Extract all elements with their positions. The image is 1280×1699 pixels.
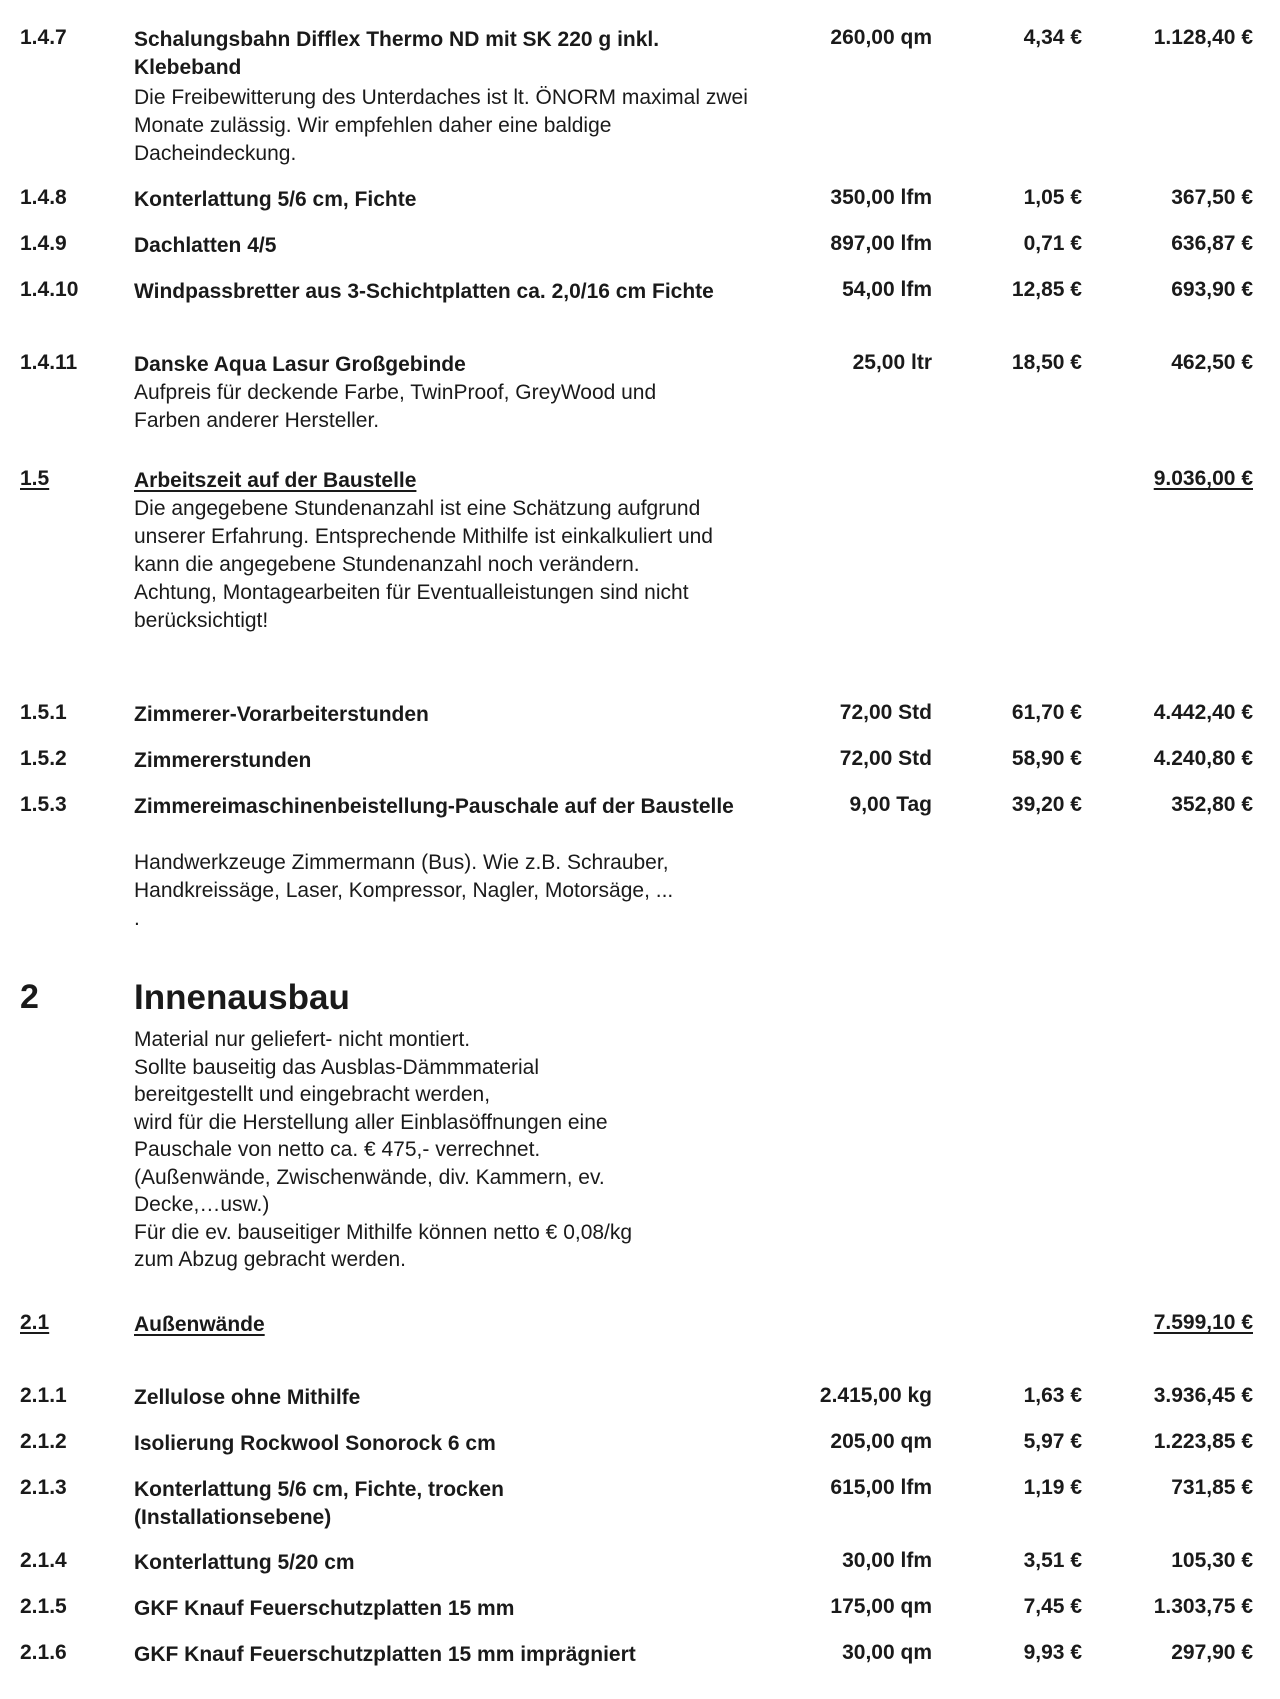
section-description: Die angegebene Stundenanzahl ist eine Schätzung aufgrund unserer Erfahrung. Entsprechende Mithilfe ist einkalkuliert und kann die angegebene Stundenanzahl noch verändern. Achtung, Montagearbeiten für Eventualleistungen sind nicht berücksichtigt! <box>134 497 713 632</box>
item-title: Danske Aqua Lasur Großgebinde <box>134 353 466 376</box>
item-unit-price: 5,97 € <box>1023 1430 1082 1453</box>
chapter-number: 2 <box>20 978 39 1016</box>
item-description: Aufpreis für deckende Farbe, TwinProof, GreyWood und Farben anderer Hersteller. <box>134 381 657 432</box>
item-total: 1.223,85 € <box>1153 1430 1253 1453</box>
item-total: 3.936,45 € <box>1153 1384 1253 1407</box>
item-unit-price: 0,71 € <box>1023 232 1082 255</box>
item-total: 4.442,40 € <box>1153 701 1253 724</box>
item-title: Konterlattung 5/6 cm, Fichte, trocken (Installationsebene) <box>134 1478 504 1529</box>
item-quantity: 350,00 lfm <box>830 186 932 209</box>
item-number: 1.5.3 <box>20 793 67 816</box>
item-quantity: 30,00 lfm <box>842 1549 932 1572</box>
item-unit-price: 12,85 € <box>1011 278 1082 301</box>
item-title: Konterlattung 5/20 cm <box>134 1551 355 1574</box>
item-total: 367,50 € <box>1171 186 1253 209</box>
item-quantity: 30,00 qm <box>842 1641 932 1664</box>
item-number: 2.1.3 <box>20 1476 67 1499</box>
item-unit-price: 61,70 € <box>1011 701 1082 724</box>
item-unit-price: 7,45 € <box>1023 1595 1082 1618</box>
item-number: 1.5.1 <box>20 701 67 724</box>
item-unit-price: 1,05 € <box>1023 186 1082 209</box>
item-unit-price: 9,93 € <box>1023 1641 1082 1664</box>
section-number: 2.1 <box>20 1311 50 1334</box>
item-quantity: 897,00 lfm <box>830 232 932 255</box>
item-unit-price: 4,34 € <box>1023 26 1082 49</box>
item-quantity: 615,00 lfm <box>830 1476 932 1499</box>
item-number: 2.1.5 <box>20 1595 67 1618</box>
item-number: 2.1.6 <box>20 1641 67 1664</box>
item-title: Zimmererstunden <box>134 749 312 772</box>
item-title: Zimmereimaschinenbeistellung-Pauschale auf der Baustelle <box>134 795 734 818</box>
item-quantity: 72,00 Std <box>839 701 932 724</box>
section-number: 1.5 <box>20 467 50 490</box>
item-number: 1.4.11 <box>20 351 78 374</box>
item-number: 1.4.8 <box>20 186 67 209</box>
item-unit-price: 3,51 € <box>1023 1549 1082 1572</box>
section-total: 7.599,10 € <box>1153 1311 1253 1334</box>
item-description: Handwerkzeuge Zimmermann (Bus). Wie z.B. Schrauber, Handkreissäge, Laser, Kompressor, Nagler, Motorsäge, ... . <box>134 851 674 930</box>
item-quantity: 25,00 ltr <box>852 351 932 374</box>
item-quantity: 260,00 qm <box>830 26 932 49</box>
item-title: Dachlatten 4/5 <box>134 234 277 257</box>
item-total: 352,80 € <box>1171 793 1253 816</box>
item-unit-price: 1,19 € <box>1023 1476 1082 1499</box>
item-total: 693,90 € <box>1171 278 1253 301</box>
item-unit-price: 39,20 € <box>1011 793 1082 816</box>
item-unit-price: 58,90 € <box>1011 747 1082 770</box>
item-total: 462,50 € <box>1171 351 1253 374</box>
item-title: Schalungsbahn Difflex Thermo ND mit SK 220 g inkl. Klebeband <box>134 28 660 79</box>
item-quantity: 205,00 qm <box>830 1430 932 1453</box>
section-title: Arbeitszeit auf der Baustelle <box>134 469 417 492</box>
item-number: 1.5.2 <box>20 747 67 770</box>
item-title: Zimmerer-Vorarbeiterstunden <box>134 703 429 726</box>
item-unit-price: 18,50 € <box>1011 351 1082 374</box>
item-quantity: 9,00 Tag <box>849 793 932 816</box>
item-quantity: 175,00 qm <box>830 1595 932 1618</box>
section-total: 9.036,00 € <box>1153 467 1253 490</box>
item-number: 1.4.9 <box>20 232 67 255</box>
item-total: 105,30 € <box>1171 1549 1253 1572</box>
item-quantity: 72,00 Std <box>839 747 932 770</box>
item-total: 4.240,80 € <box>1153 747 1253 770</box>
item-number: 1.4.7 <box>20 26 67 49</box>
item-title: Windpassbretter aus 3-Schichtplatten ca. 2,0/16 cm Fichte <box>134 280 714 303</box>
item-number: 2.1.2 <box>20 1430 67 1453</box>
item-number: 2.1.1 <box>20 1384 67 1407</box>
item-title: GKF Knauf Feuerschutzplatten 15 mm <box>134 1597 515 1620</box>
item-description: Die Freibewitterung des Unterdaches ist lt. ÖNORM maximal zwei Monate zulässig. Wir empfehlen daher eine baldige Dacheindeckung. <box>134 86 748 165</box>
item-title: Konterlattung 5/6 cm, Fichte <box>134 188 417 211</box>
item-title: Isolierung Rockwool Sonorock 6 cm <box>134 1432 496 1455</box>
section-title: Außenwände <box>134 1313 265 1336</box>
item-total: 636,87 € <box>1171 232 1253 255</box>
item-unit-price: 1,63 € <box>1023 1384 1082 1407</box>
item-total: 1.128,40 € <box>1153 26 1253 49</box>
item-total: 731,85 € <box>1171 1476 1253 1499</box>
item-title: Zellulose ohne Mithilfe <box>134 1386 361 1409</box>
item-number: 2.1.4 <box>20 1549 67 1572</box>
item-total: 1.303,75 € <box>1153 1595 1253 1618</box>
item-quantity: 2.415,00 kg <box>819 1384 932 1407</box>
chapter-title: Innenausbau <box>134 978 350 1017</box>
item-number: 1.4.10 <box>20 278 79 301</box>
item-total: 297,90 € <box>1171 1641 1253 1664</box>
item-quantity: 54,00 lfm <box>842 278 932 301</box>
chapter-description: Material nur geliefert- nicht montiert. Sollte bauseitig das Ausblas-Dämmmaterial bereitgestellt und eingebracht werden, wird für die Herstellung aller Einblasöffnungen eine Pauschale von netto ca. € 475,- verrechnet. (Außenwände, Zwischenwände, div. Kammern, ev. Decke,…usw.) Für die ev. bauseitiger Mithilfe können netto € 0,08/kg zum Abzug gebracht werden. <box>134 1028 633 1271</box>
item-title: GKF Knauf Feuerschutzplatten 15 mm imprägniert <box>134 1643 636 1666</box>
